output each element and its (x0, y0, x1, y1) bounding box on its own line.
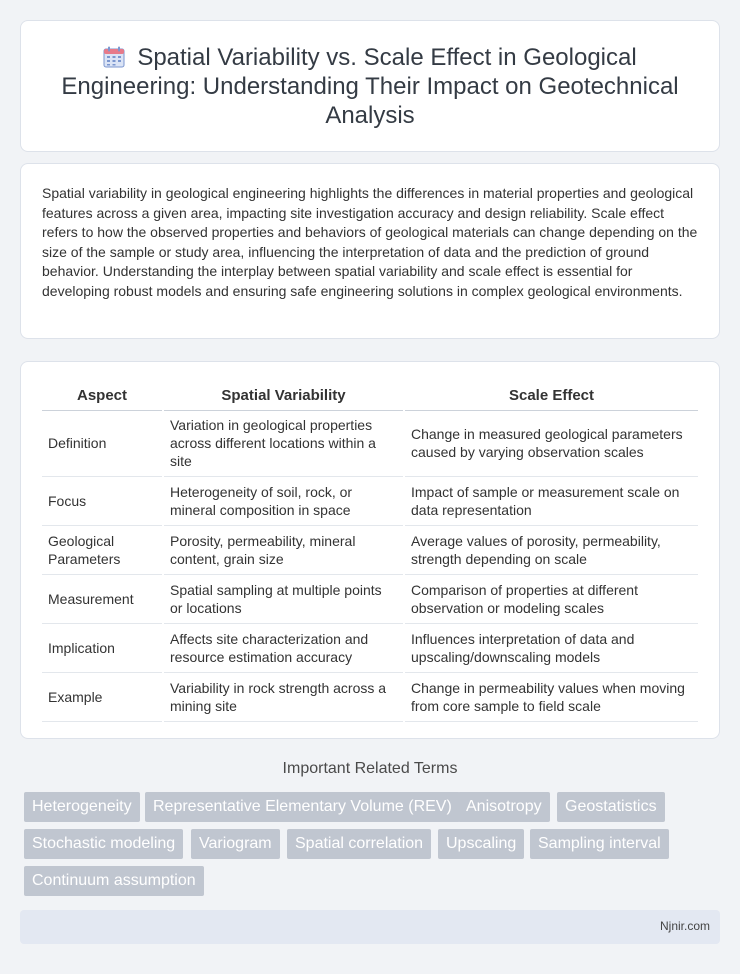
comparison-table (42, 381, 698, 722)
table-row (42, 525, 698, 574)
header-spatial-variability: Spatial Variability (163, 381, 404, 410)
cell-spatial: Affects site characterization and resource estimation accuracy (163, 623, 404, 672)
table-row (42, 410, 698, 476)
title-card (20, 20, 720, 152)
related-tag[interactable]: Continuum assumption (24, 866, 204, 896)
cell-spatial: Porosity, permeability, mineral content, grain size (163, 525, 404, 574)
related-tag[interactable]: Variogram (191, 829, 280, 859)
cell-aspect: Example (42, 672, 163, 721)
header-scale-effect: Scale Effect (404, 381, 698, 410)
related-tag[interactable]: Stochastic modeling (24, 829, 183, 859)
related-tag[interactable]: Anisotropy (458, 792, 550, 822)
related-tag[interactable]: Representative Elementary Volume (REV) (145, 792, 460, 822)
table-row (42, 574, 698, 623)
cell-scale: Comparison of properties at different observation or modeling scales (404, 574, 698, 623)
cell-spatial: Heterogeneity of soil, rock, or mineral composition in space (163, 476, 404, 525)
intro-card (20, 163, 720, 339)
comparison-card (20, 361, 720, 739)
cell-spatial: Variability in rock strength across a mining site (163, 672, 404, 721)
related-tag[interactable]: Upscaling (438, 829, 524, 859)
cell-aspect: Geological Parameters (42, 525, 163, 574)
cell-aspect: Measurement (42, 574, 163, 623)
cell-scale: Change in measured geological parameters caused by varying observation scales (404, 410, 698, 476)
table-row (42, 623, 698, 672)
cell-scale: Average values of porosity, permeability, strength depending on scale (404, 525, 698, 574)
cell-spatial: Spatial sampling at multiple points or locations (163, 574, 404, 623)
cell-aspect: Focus (42, 476, 163, 525)
cell-scale: Change in permeability values when moving from core sample to field scale (404, 672, 698, 721)
intro-paragraph: Spatial variability in geological engineering highlights the differences in material properties and geological features across a given area, impacting site investigation accuracy and design reliability. Scale effect refers to how the observed properties and behaviors of geological materials can change depending on the size of the sample or study area, influencing the interpretation of data and the prediction of ground behavior. Understanding the interplay between spatial variability and scale effect is essential for developing robust models and ensuring safe engineering solutions in complex geological environments. (42, 185, 698, 299)
footer (20, 910, 720, 944)
footer-site[interactable]: Njnir.com (659, 919, 710, 933)
cell-scale: Influences interpretation of data and upscaling/downscaling models (404, 623, 698, 672)
page-title (51, 43, 689, 130)
page-title-text: Spatial Variability vs. Scale Effect in Geological Engineering: Understanding Their Impact on Geotechnical Analysis (61, 44, 679, 129)
table-row (42, 672, 698, 721)
related-tag[interactable]: Geostatistics (557, 792, 665, 822)
header-aspect: Aspect (42, 381, 163, 410)
cell-aspect: Implication (42, 623, 163, 672)
related-tag[interactable]: Sampling interval (530, 829, 669, 859)
related-tag[interactable]: Spatial correlation (287, 829, 431, 859)
related-tag[interactable]: Heterogeneity (24, 792, 140, 822)
table-header-row (42, 381, 698, 410)
cell-scale: Impact of sample or measurement scale on data representation (404, 476, 698, 525)
cell-aspect: Definition (42, 410, 163, 476)
calendar-icon (103, 46, 125, 68)
table-row (42, 476, 698, 525)
related-terms-title: Important Related Terms (282, 760, 458, 777)
cell-spatial: Variation in geological properties across different locations within a site (163, 410, 404, 476)
